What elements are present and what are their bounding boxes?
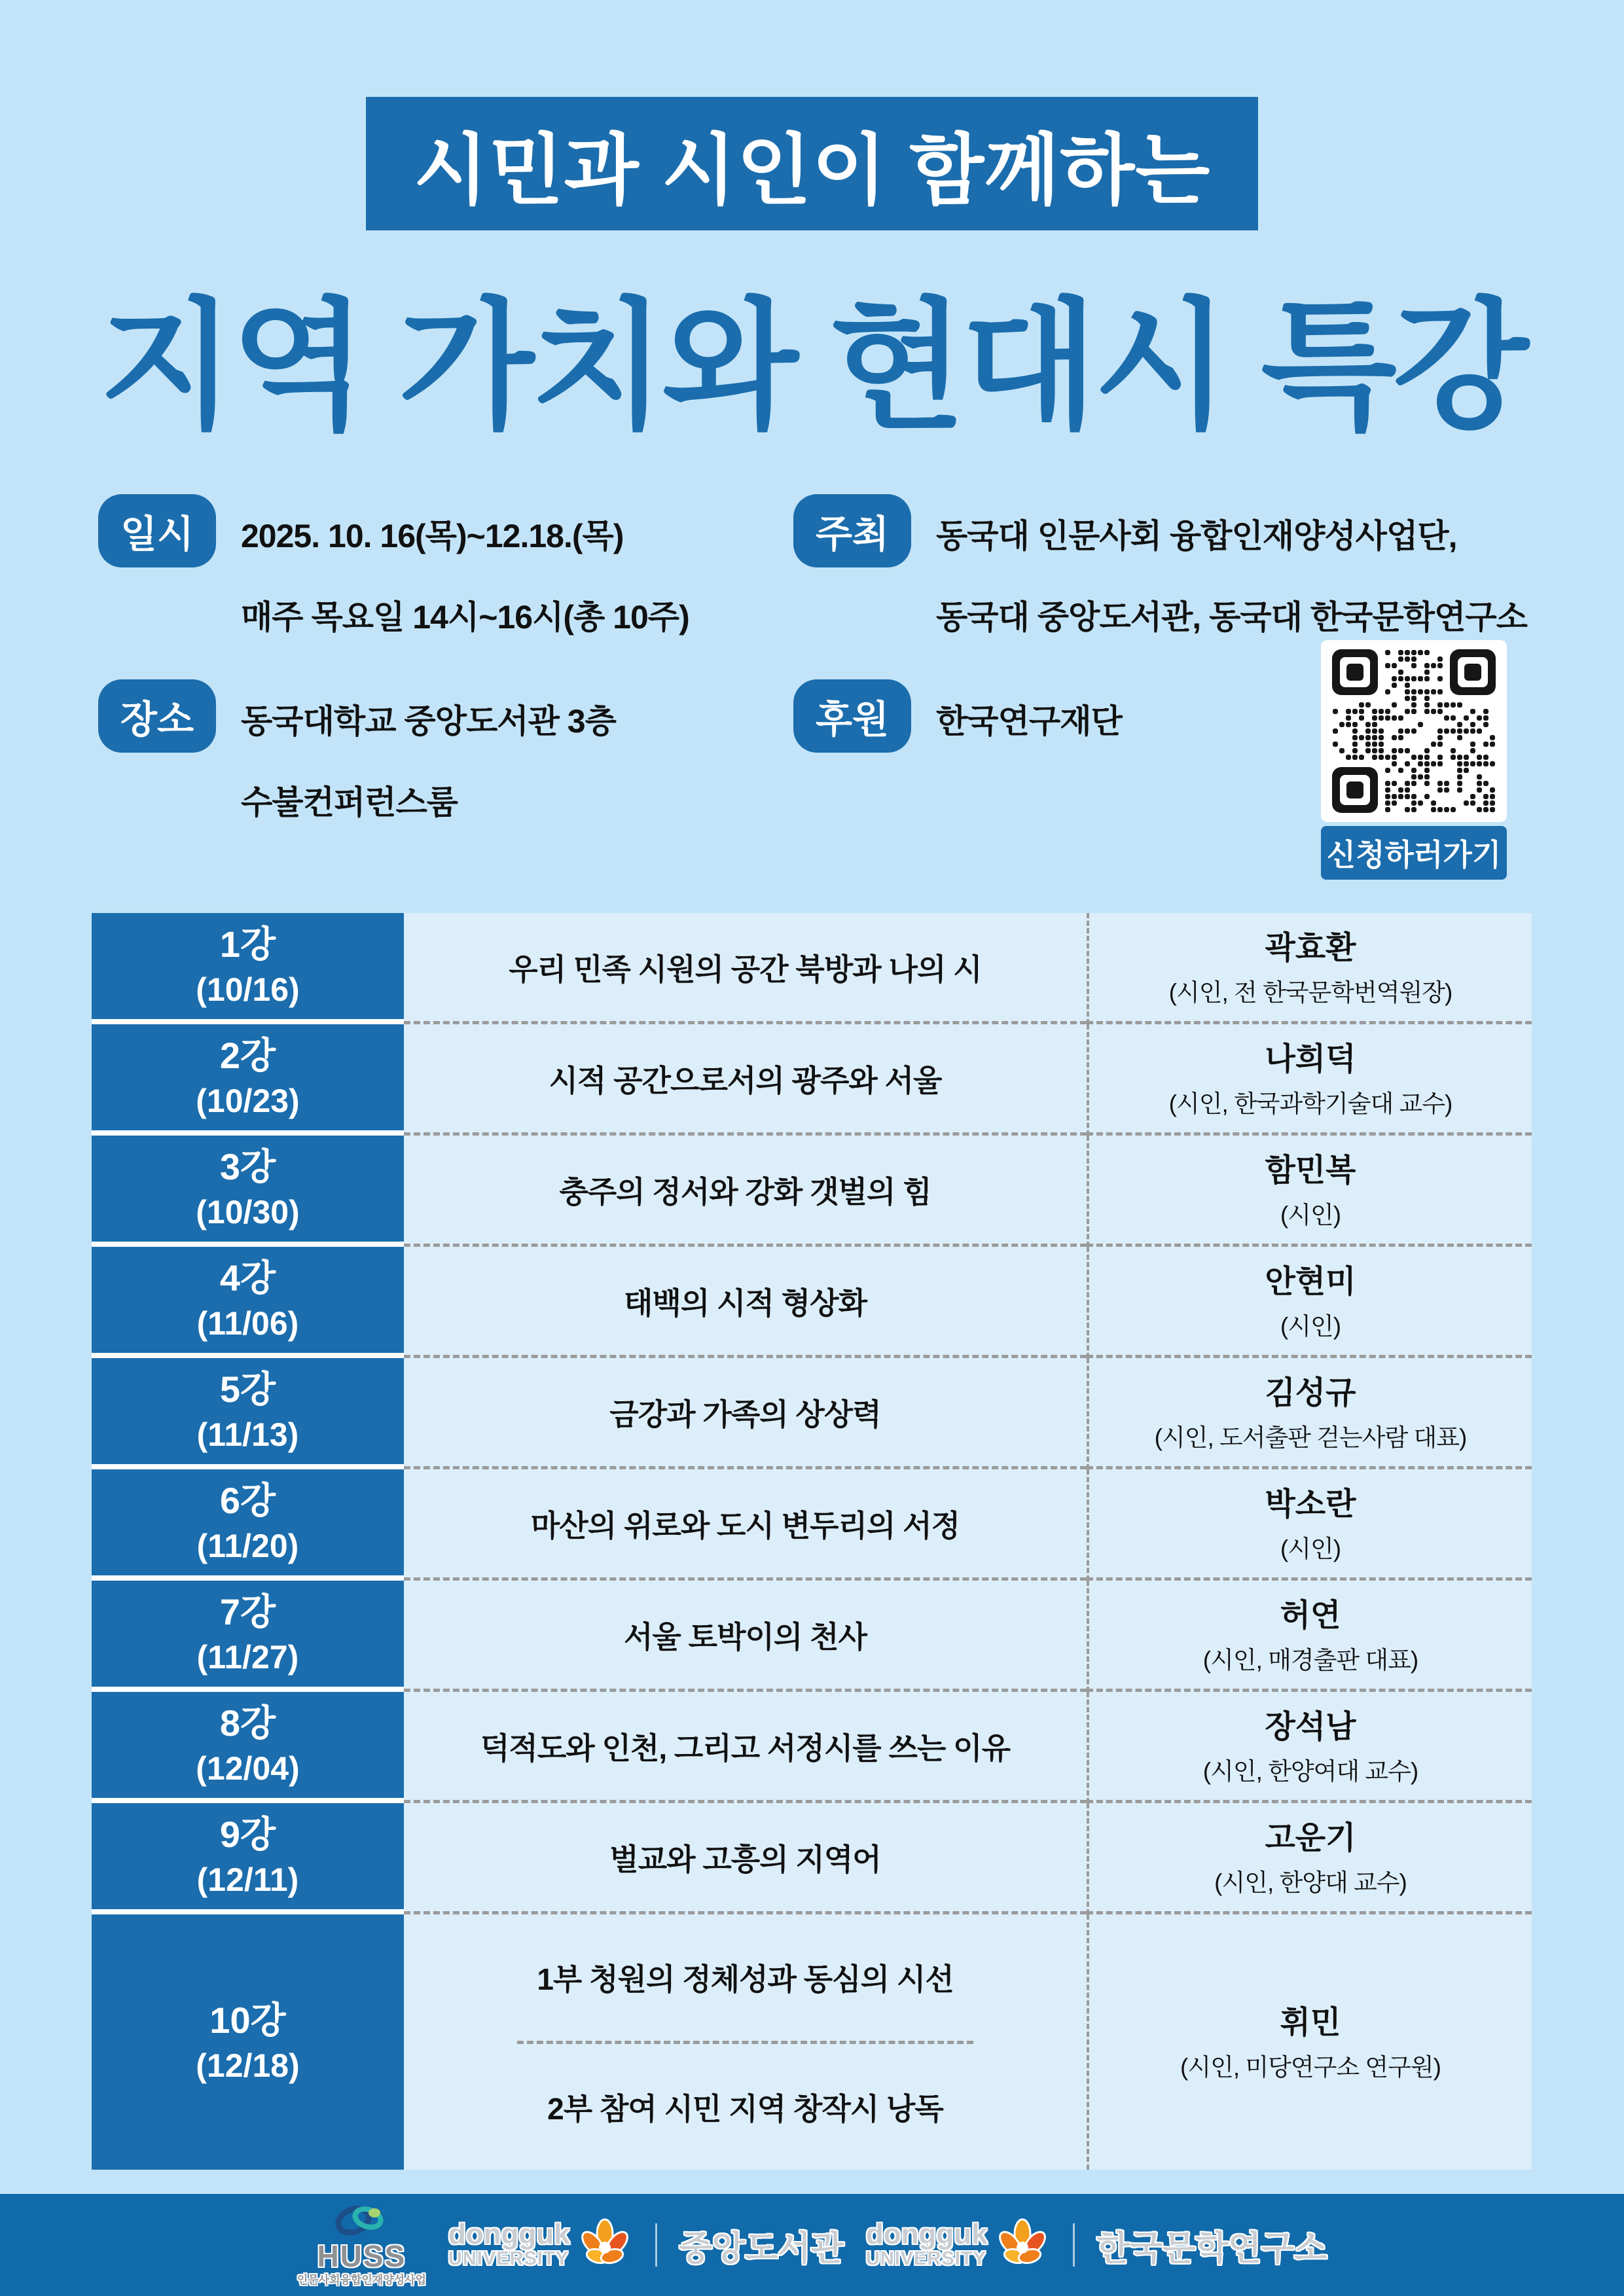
lecturer-cell [1087, 1247, 1532, 1358]
lecturer-cell [1087, 1581, 1532, 1692]
lecture-number-cell [92, 1581, 404, 1692]
lecturer-cell [1087, 1358, 1532, 1469]
lecture-date: (11/13) [196, 1416, 299, 1453]
lecture-title: 우리 민족 시원의 공간 북방과 나의 시 [509, 952, 982, 986]
lecturer-cell [1087, 1803, 1532, 1914]
dongguk-university-logo-1 [448, 2217, 633, 2273]
lecture-date: (11/27) [196, 1639, 299, 1676]
lecturer-cell [1087, 1914, 1532, 2170]
lecturer-affiliation: (시인) [1280, 1201, 1341, 1229]
lecturer-affiliation: (시인, 한양여대 교수) [1202, 1757, 1418, 1785]
lecture-title: 마산의 위로와 도시 변두리의 서정 [530, 1508, 960, 1543]
lecturer-name: 곽효환 [1265, 930, 1356, 965]
lecture-date: (10/16) [196, 971, 300, 1008]
lecture-title: 태백의 시적 형상화 [623, 1285, 867, 1320]
lecturer-affiliation: (시인, 전 한국문학번역원장) [1168, 978, 1453, 1006]
lecturer-affiliation: (시인) [1280, 1312, 1341, 1340]
lecture-number: 6강 [219, 1480, 276, 1521]
lecturer-affiliation: (시인, 매경출판 대표) [1202, 1646, 1418, 1674]
lecture-number-cell [92, 1358, 404, 1469]
lecturer-name: 김성규 [1265, 1375, 1356, 1410]
lecture-title-cell [404, 1136, 1087, 1247]
lecture-title-cell [404, 1581, 1087, 1692]
lecture-number: 2강 [219, 1035, 276, 1076]
lecture-date: (10/23) [196, 1083, 300, 1119]
lecture-date: (11/06) [196, 1305, 299, 1342]
lecturer-name: 고운기 [1265, 1820, 1356, 1856]
venue-line2: 수불컨퍼런스룸 [241, 784, 458, 821]
lecturer-name: 박소란 [1265, 1486, 1356, 1522]
dongguk-wordmark: dongguk [448, 2218, 570, 2250]
qr-caption[interactable]: 신청하러가기 [1321, 826, 1507, 880]
lecture-title-cell [404, 1247, 1087, 1358]
lecturer-affiliation: (시인, 도서출판 걷는사람 대표) [1154, 1424, 1467, 1451]
lecture-number-cell [92, 1247, 404, 1358]
logo-divider-2 [1073, 2223, 1075, 2267]
lecture-title-cell [404, 1358, 1087, 1469]
lecture-number-cell [92, 1469, 404, 1581]
lecturer-affiliation: (시인) [1280, 1535, 1341, 1562]
lecture-title-cell [404, 1914, 1087, 2170]
info-date [98, 494, 689, 658]
schedule-table [92, 913, 1532, 2170]
lecturer-affiliation: (시인, 한양대 교수) [1214, 1869, 1407, 1896]
lecture-number: 4강 [219, 1257, 276, 1299]
lecture-number-cell [92, 1692, 404, 1803]
info-venue [98, 679, 616, 843]
lecturer-name: 휘민 [1280, 2005, 1341, 2040]
lecture-title-part1 [517, 1914, 973, 2044]
lecture-number-cell [92, 1914, 404, 2170]
lecture-number: 1강 [219, 924, 276, 965]
lecture-date: (12/04) [196, 1750, 300, 1787]
lecturer-cell [1087, 913, 1532, 1024]
top-banner [366, 97, 1258, 230]
dongguk-wordmark: dongguk [865, 2218, 988, 2250]
venue-line1: 동국대학교 중앙도서관 3층 [241, 703, 616, 740]
university-wordmark: UNIVERSITY [865, 2248, 986, 2269]
lecture-date: (10/30) [196, 1194, 300, 1230]
lecture-title-cell [404, 1803, 1087, 1914]
lecturer-affiliation: (시인, 한국과학기술대 교수) [1168, 1090, 1453, 1117]
date-badge: 일시 [98, 494, 216, 567]
date-line2: 매주 목요일 14시~16시(총 10주) [241, 599, 689, 636]
dongguk-university-logo-2 [866, 2217, 1051, 2273]
date-line1: 2025. 10. 16(목)~12.18.(목) [241, 518, 624, 554]
logo-divider-1 [655, 2223, 657, 2267]
lecture-number: 5강 [219, 1369, 276, 1410]
dongguk-lotus-icon [577, 2217, 633, 2273]
lecturer-name: 장석남 [1265, 1709, 1356, 1744]
lecturer-cell [1087, 1024, 1532, 1136]
venue-badge: 장소 [98, 679, 216, 753]
lecture-title-cell [404, 1469, 1087, 1581]
lecturer-name: 안현미 [1265, 1264, 1356, 1299]
lecture-date: (11/20) [196, 1528, 299, 1564]
lecturer-name: 허연 [1280, 1598, 1341, 1633]
host-line1: 동국대 인문사회 융합인재양성사업단, [936, 518, 1457, 554]
info-host [793, 494, 1527, 658]
lecturer-cell [1087, 1469, 1532, 1581]
university-wordmark: UNIVERSITY [448, 2248, 569, 2269]
info-sponsor [793, 679, 1122, 762]
lecture-title-cell [404, 1692, 1087, 1803]
lecture-title: 1부 청원의 정체성과 동심의 시선 [537, 1962, 954, 1997]
lecture-number: 3강 [219, 1146, 276, 1187]
lecture-date: (12/18) [196, 2047, 300, 2084]
lecture-number-cell [92, 1136, 404, 1247]
huss-subtitle: 인문사회융합인재양성사업 [297, 2274, 426, 2286]
lecturer-affiliation: (시인, 미당연구소 연구원) [1180, 2054, 1441, 2081]
lecture-title-cell [404, 913, 1087, 1024]
huss-icon [334, 2201, 389, 2240]
host-badge: 주최 [793, 494, 911, 567]
dongguk-lotus-icon [994, 2217, 1051, 2273]
lecture-title: 충주의 정서와 강화 갯벌의 힘 [559, 1174, 931, 1209]
footer-bar [0, 2194, 1624, 2296]
lecture-title-part2 [528, 2044, 963, 2170]
top-banner-text: 시민과 시인이 함께하는 [413, 128, 1211, 214]
lecture-number-cell [92, 1803, 404, 1914]
lecture-title: 2부 참여 시민 지역 창작시 낭독 [547, 2091, 943, 2126]
lecture-title: 금강과 가족의 상상력 [609, 1397, 881, 1431]
lecture-number-cell [92, 913, 404, 1024]
literature-institute-label: 한국문학연구소 [1096, 2229, 1327, 2268]
lecture-number: 10강 [209, 2000, 286, 2041]
lecture-number: 9강 [219, 1814, 276, 1855]
huss-logo [297, 2201, 426, 2289]
poster-title: 지역 가치와 현대시 특강 [99, 287, 1525, 445]
lecture-date: (12/11) [196, 1861, 299, 1898]
lecture-title: 시적 공간으로서의 광주와 서울 [549, 1063, 942, 1098]
central-library-label: 중앙도서관 [679, 2229, 844, 2268]
lecture-number-cell [92, 1024, 404, 1136]
lecture-title: 서울 토박이의 천사 [623, 1619, 867, 1654]
lecture-title: 덕적도와 인천, 그리고 서정시를 쓰는 이유 [480, 1731, 1011, 1765]
lecturer-name: 나희덕 [1265, 1041, 1356, 1077]
lecture-number: 7강 [219, 1591, 276, 1632]
sponsor-badge: 후원 [793, 679, 911, 753]
lecturer-name: 함민복 [1265, 1153, 1356, 1188]
registration-qr-block[interactable] [1321, 640, 1507, 880]
huss-wordmark: HUSS [317, 2239, 406, 2273]
qr-code-image [1332, 649, 1496, 813]
lecturer-cell [1087, 1692, 1532, 1803]
sponsor-line1: 한국연구재단 [936, 703, 1122, 740]
qr-code[interactable] [1321, 640, 1507, 822]
lecturer-cell [1087, 1136, 1532, 1247]
lecture-number: 8강 [219, 1702, 276, 1744]
lecture-title: 벌교와 고흥의 지역어 [609, 1842, 881, 1876]
lecture-title-cell [404, 1024, 1087, 1136]
host-line2: 동국대 중앙도서관, 동국대 한국문학연구소 [936, 599, 1527, 636]
